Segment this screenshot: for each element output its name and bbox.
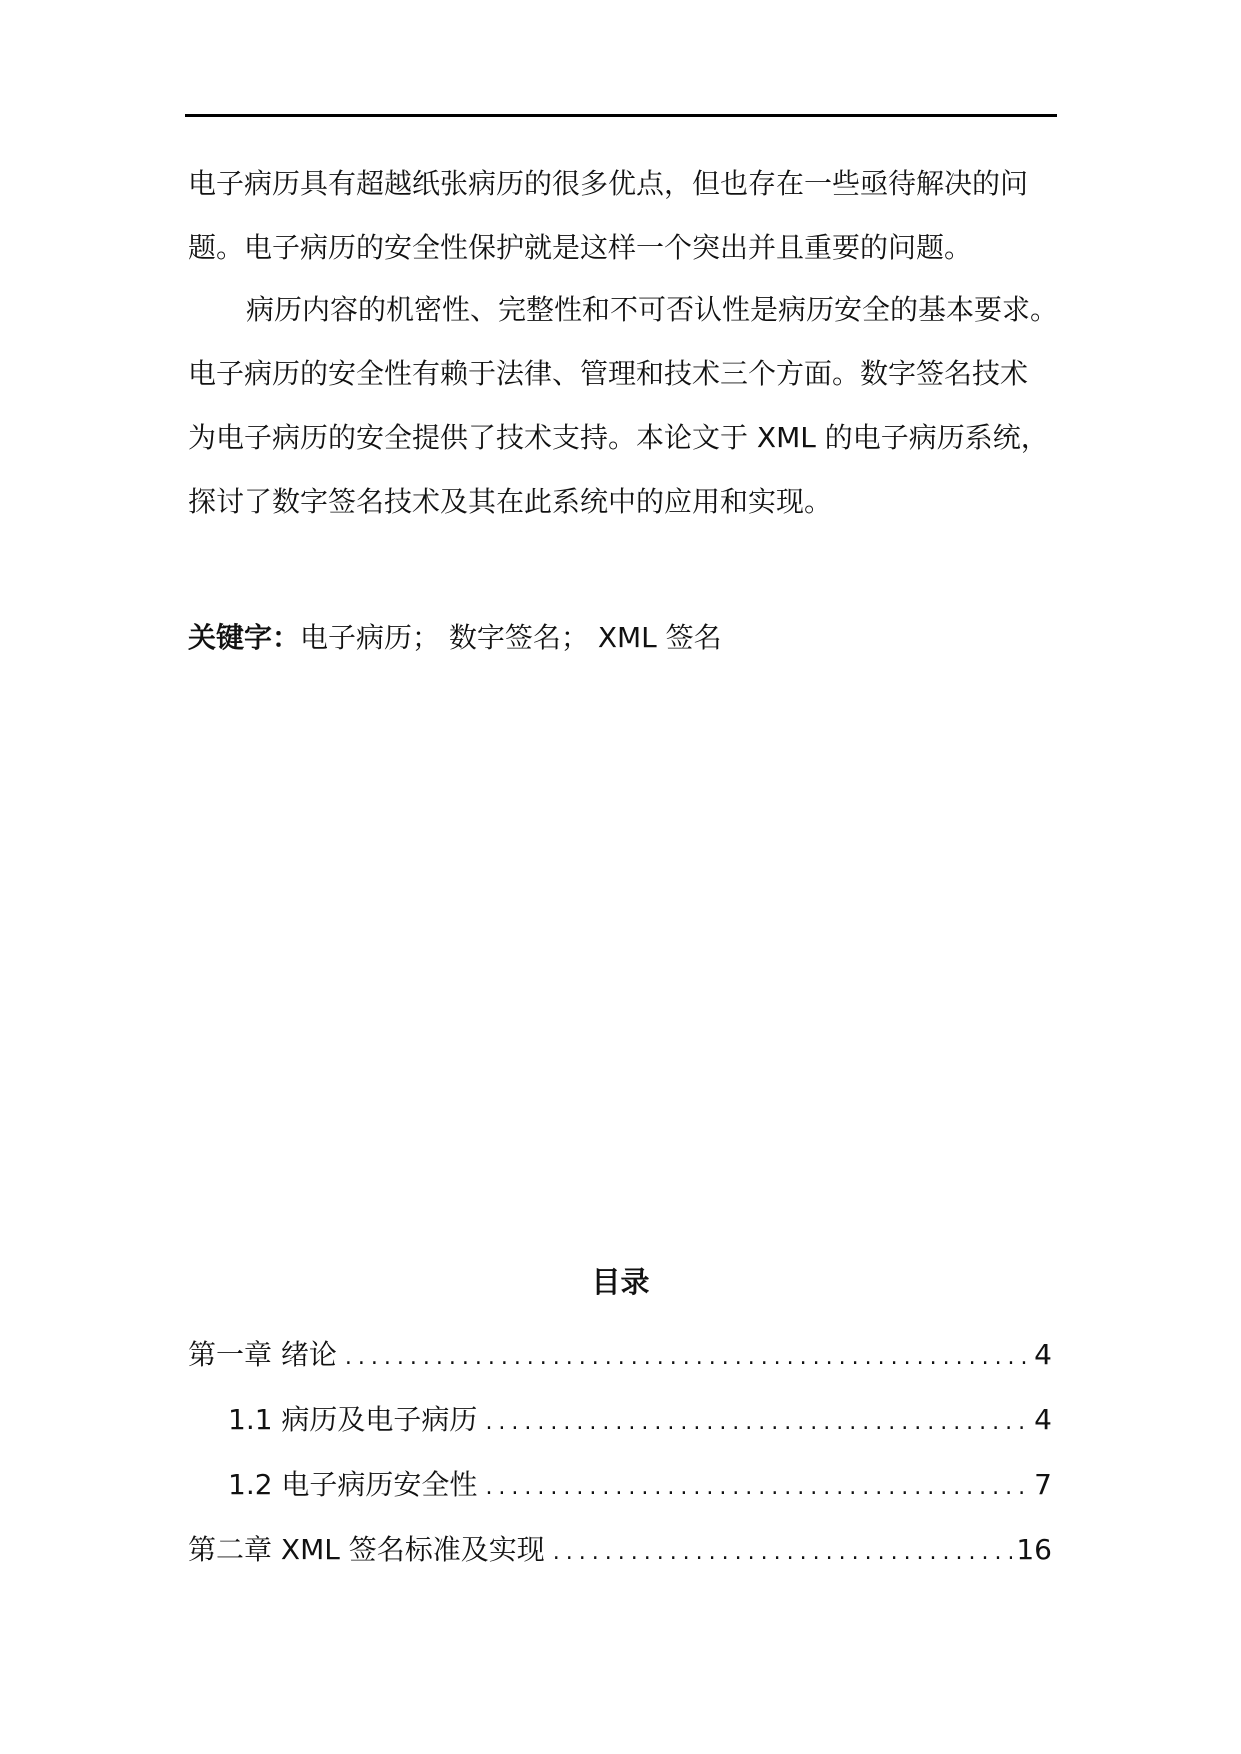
header-rule [185,114,1057,117]
text-line: 探讨了数字签名技术及其在此系统中的应用和实现。 [188,485,833,518]
toc-entry-section-1-1[interactable] [188,1387,1052,1452]
text-line: 电子病历具有超越纸张病历的很多优点，但也存在一些亟待解决的问 [188,167,1029,200]
toc-entry-title: 第一章 绪论 [188,1338,337,1371]
text-line: 电子病历的安全性有赖于法律、管理和技术三个方面。数字签名技术 [188,357,1029,390]
toc-entry-page: 16 [1016,1533,1052,1566]
toc-entry-title: 1.1 病历及电子病历 [228,1403,478,1436]
toc-dot-leader [485,1390,1030,1455]
table-of-contents [188,1322,1052,1582]
text-line: 题。电子病历的安全性保护就是这样一个突出并且重要的问题。 [188,231,973,264]
toc-entry-chapter-1[interactable] [188,1322,1052,1387]
toc-entry-page: 4 [1034,1403,1052,1436]
keywords-label: 关键字： [188,621,301,654]
toc-entry-page: 7 [1034,1468,1052,1501]
abstract-paragraph-2 [188,278,1059,534]
toc-dot-leader [553,1520,1013,1585]
toc-dot-leader [485,1455,1030,1520]
toc-entry-title: 第二章 XML 签名标准及实现 [188,1533,545,1566]
toc-title: 目录 [591,1265,650,1299]
keywords-value: 电子病历； 数字签名； XML 签名 [300,621,722,654]
toc-entry-page: 4 [1034,1338,1052,1371]
text-line: 为电子病历的安全提供了技术支持。本论文于 XML 的电子病历系统， [188,421,1049,454]
text-line: 病历内容的机密性、完整性和不可否认性是病历安全的基本要求。 [246,293,1059,326]
keywords-line [188,610,722,666]
toc-entry-title: 1.2 电子病历安全性 [228,1468,478,1501]
toc-entry-section-1-2[interactable] [188,1452,1052,1517]
abstract-paragraph-1 [188,152,1054,280]
toc-entry-chapter-2[interactable] [188,1517,1052,1582]
toc-dot-leader [345,1325,1030,1390]
